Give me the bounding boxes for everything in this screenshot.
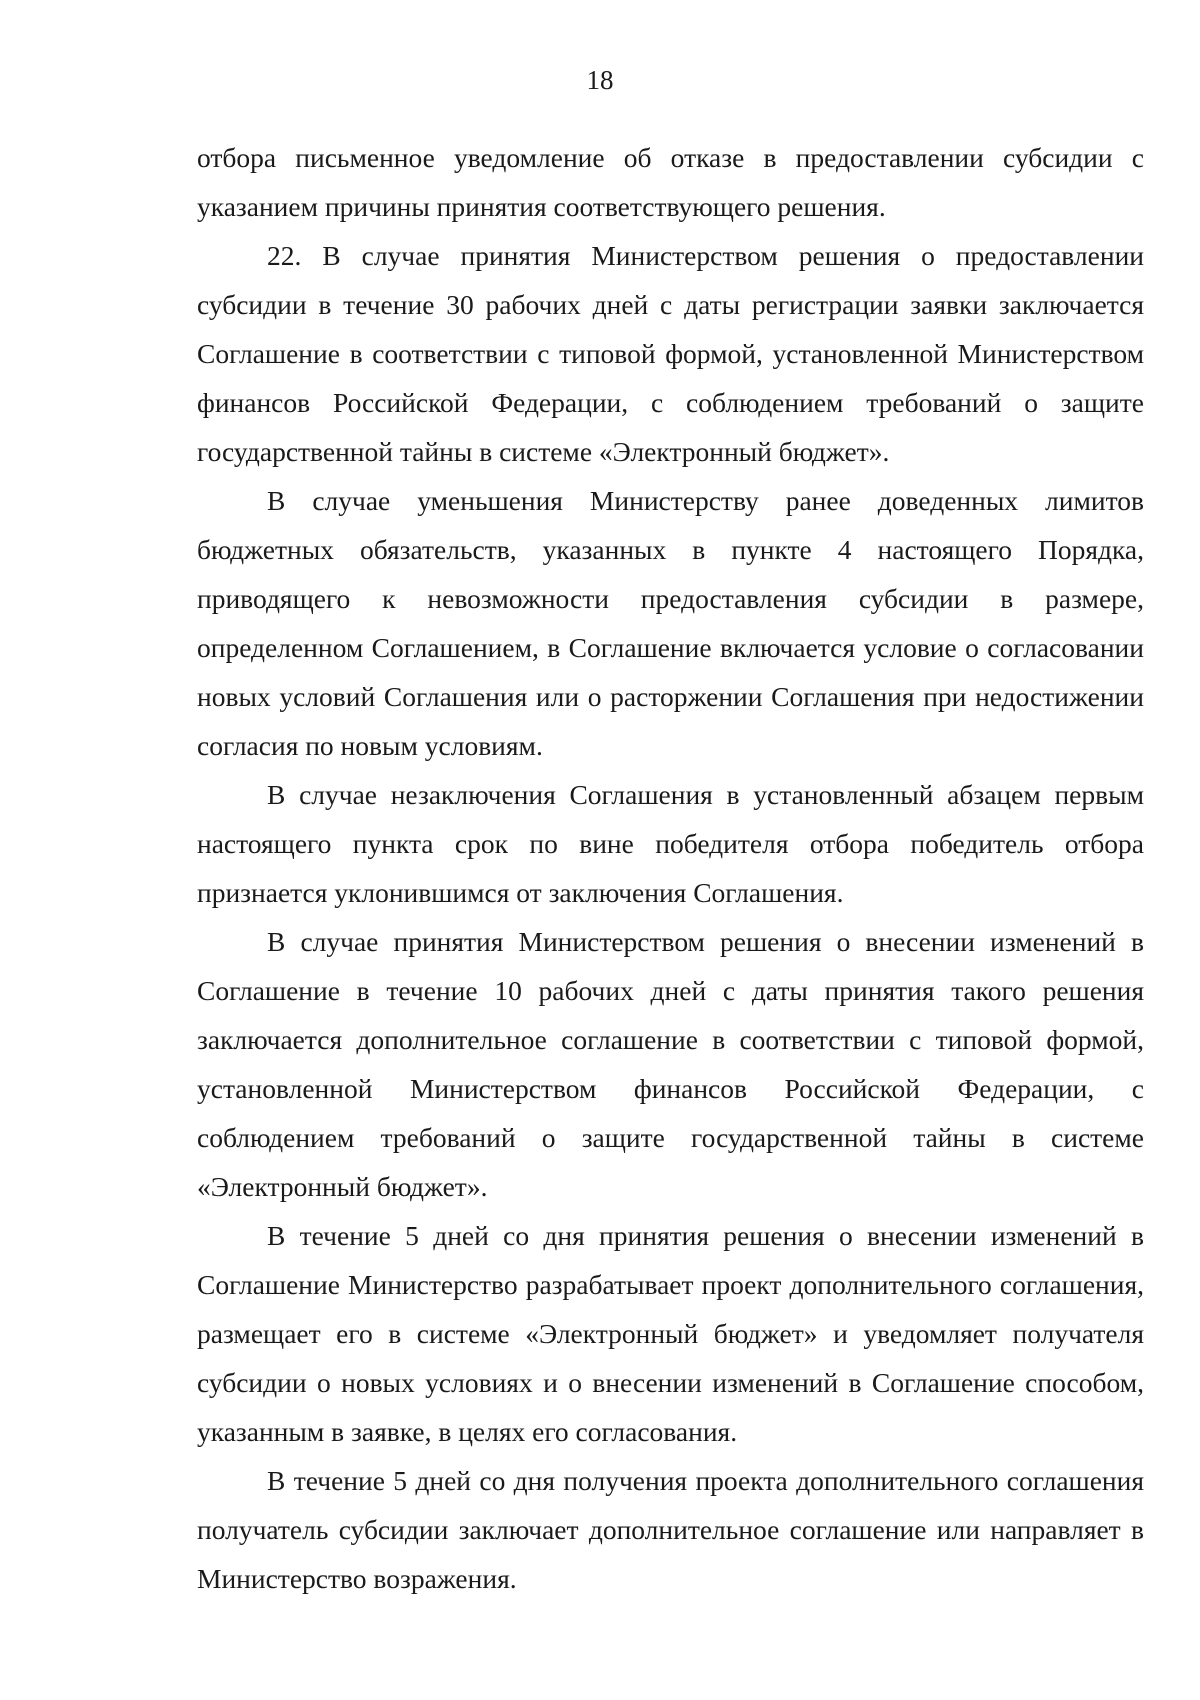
document-body — [197, 133, 1144, 1603]
paragraph-item-22: 22. В случае принятия Министерством решения о предоставлении субсидии в течение 30 рабочих дней с даты регистрации заявки заключается Соглашение в соответствии с типовой формой, установленной Министерством финансов Российской Федерации, с соблюдением требований о защите государственной тайны в системе «Электронный бюджет». — [197, 240, 1144, 467]
paragraph-amendments: В случае принятия Министерством решения о внесении изменений в Соглашение в течение 10 рабочих дней с даты принятия такого решения заключается дополнительное соглашение в соответствии с типовой формой, установленной Министерством финансов Российской Федерации, с соблюдением требований о защите государственной тайны в системе «Электронный бюджет». — [197, 926, 1144, 1202]
paragraph-continuation: отбора письменное уведомление об отказе в предоставлении субсидии с указанием причины принятия соответствующего решения. — [197, 142, 1144, 222]
paragraph-recipient-response: В течение 5 дней со дня получения проекта дополнительного соглашения получатель субсидии заключает дополнительное соглашение или направляет в Министерство возражения. — [197, 1465, 1144, 1594]
paragraph-limits-reduction: В случае уменьшения Министерству ранее доведенных лимитов бюджетных обязательств, указанных в пункте 4 настоящего Порядка, приводящего к невозможности предоставления субсидии в размере, определенном Соглашением, в Соглашение включается условие о согласовании новых условий Соглашения или о расторжении Соглашения при недостижении согласия по новым условиям. — [197, 485, 1144, 761]
page-number: 18 — [586, 65, 614, 95]
paragraph-non-conclusion: В случае незаключения Соглашения в установленный абзацем первым настоящего пункта срок по вине победителя отбора победитель отбора признается уклонившимся от заключения Соглашения. — [197, 779, 1144, 908]
paragraph-draft-preparation: В течение 5 дней со дня принятия решения о внесении изменений в Соглашение Министерство разрабатывает проект дополнительного соглашения, размещает его в системе «Электронный бюджет» и уведомляет получателя субсидии о новых условиях и о внесении изменений в Соглашение способом, указанным в заявке, в целях его согласования. — [197, 1220, 1144, 1447]
